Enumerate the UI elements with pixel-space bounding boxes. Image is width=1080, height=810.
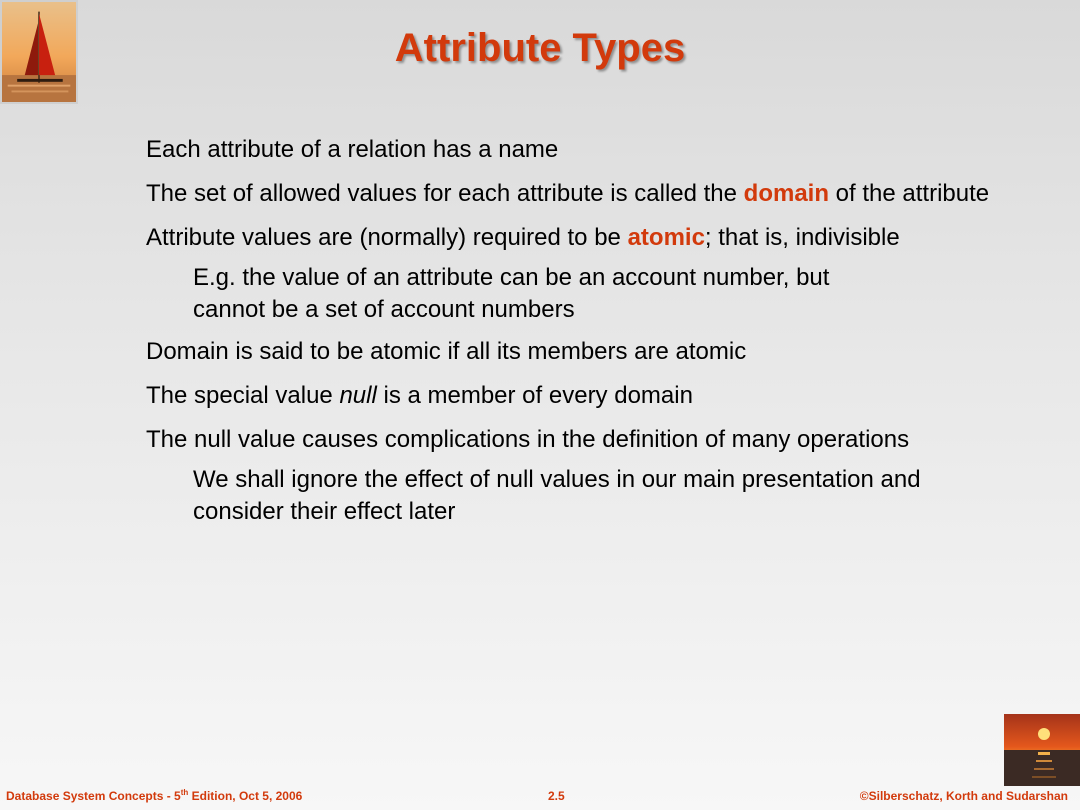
bullet-text: Each attribute of a relation has a name [146, 136, 559, 163]
bullet-text: is a member of every domain [376, 382, 693, 409]
footer-copyright: ©Silberschatz, Korth and Sudarshan [859, 789, 1068, 803]
sub-bullet-example [193, 262, 883, 326]
footer-superscript: th [180, 788, 189, 797]
footer-page-number: 2.5 [548, 789, 565, 803]
bullet-null-complications [146, 424, 1026, 456]
bullet-attribute-name [146, 134, 1026, 166]
sub-bullet-ignore-null [193, 464, 983, 528]
bullet-domain-atomic [146, 336, 1026, 368]
bullet-text: ; that is, indivisible [704, 224, 900, 251]
highlight-domain: domain [743, 180, 830, 207]
sunset-image-icon [1004, 714, 1080, 786]
footer-text: Edition, Oct 5, 2006 [188, 789, 303, 803]
bullet-text: We shall ignore the effect of null values in our main presentation and consider their effect later [193, 466, 921, 525]
bullet-text: The set of allowed values for each attribute is called the [146, 180, 744, 207]
slide-content [146, 134, 1026, 538]
bullet-text: E.g. the value of an attribute can be an account number, but cannot be a set of account numbers [193, 264, 830, 323]
bullet-null [146, 380, 1026, 412]
italic-null: null [339, 382, 377, 409]
bullet-text: The null value causes complications in the definition of many operations [146, 426, 910, 453]
bullet-text: of the attribute [829, 180, 990, 207]
footer-text: Database System Concepts - 5 [6, 789, 181, 803]
bullet-text: Attribute values are (normally) required to be [146, 224, 628, 251]
bullet-text: The special value [146, 382, 340, 409]
bullet-domain [146, 178, 1026, 210]
bullet-atomic [146, 222, 1026, 254]
highlight-atomic: atomic [627, 224, 705, 251]
bullet-text: Domain is said to be atomic if all its members are atomic [146, 338, 747, 365]
footer-book-info [6, 789, 302, 807]
slide-title: Attribute Types [394, 26, 686, 70]
